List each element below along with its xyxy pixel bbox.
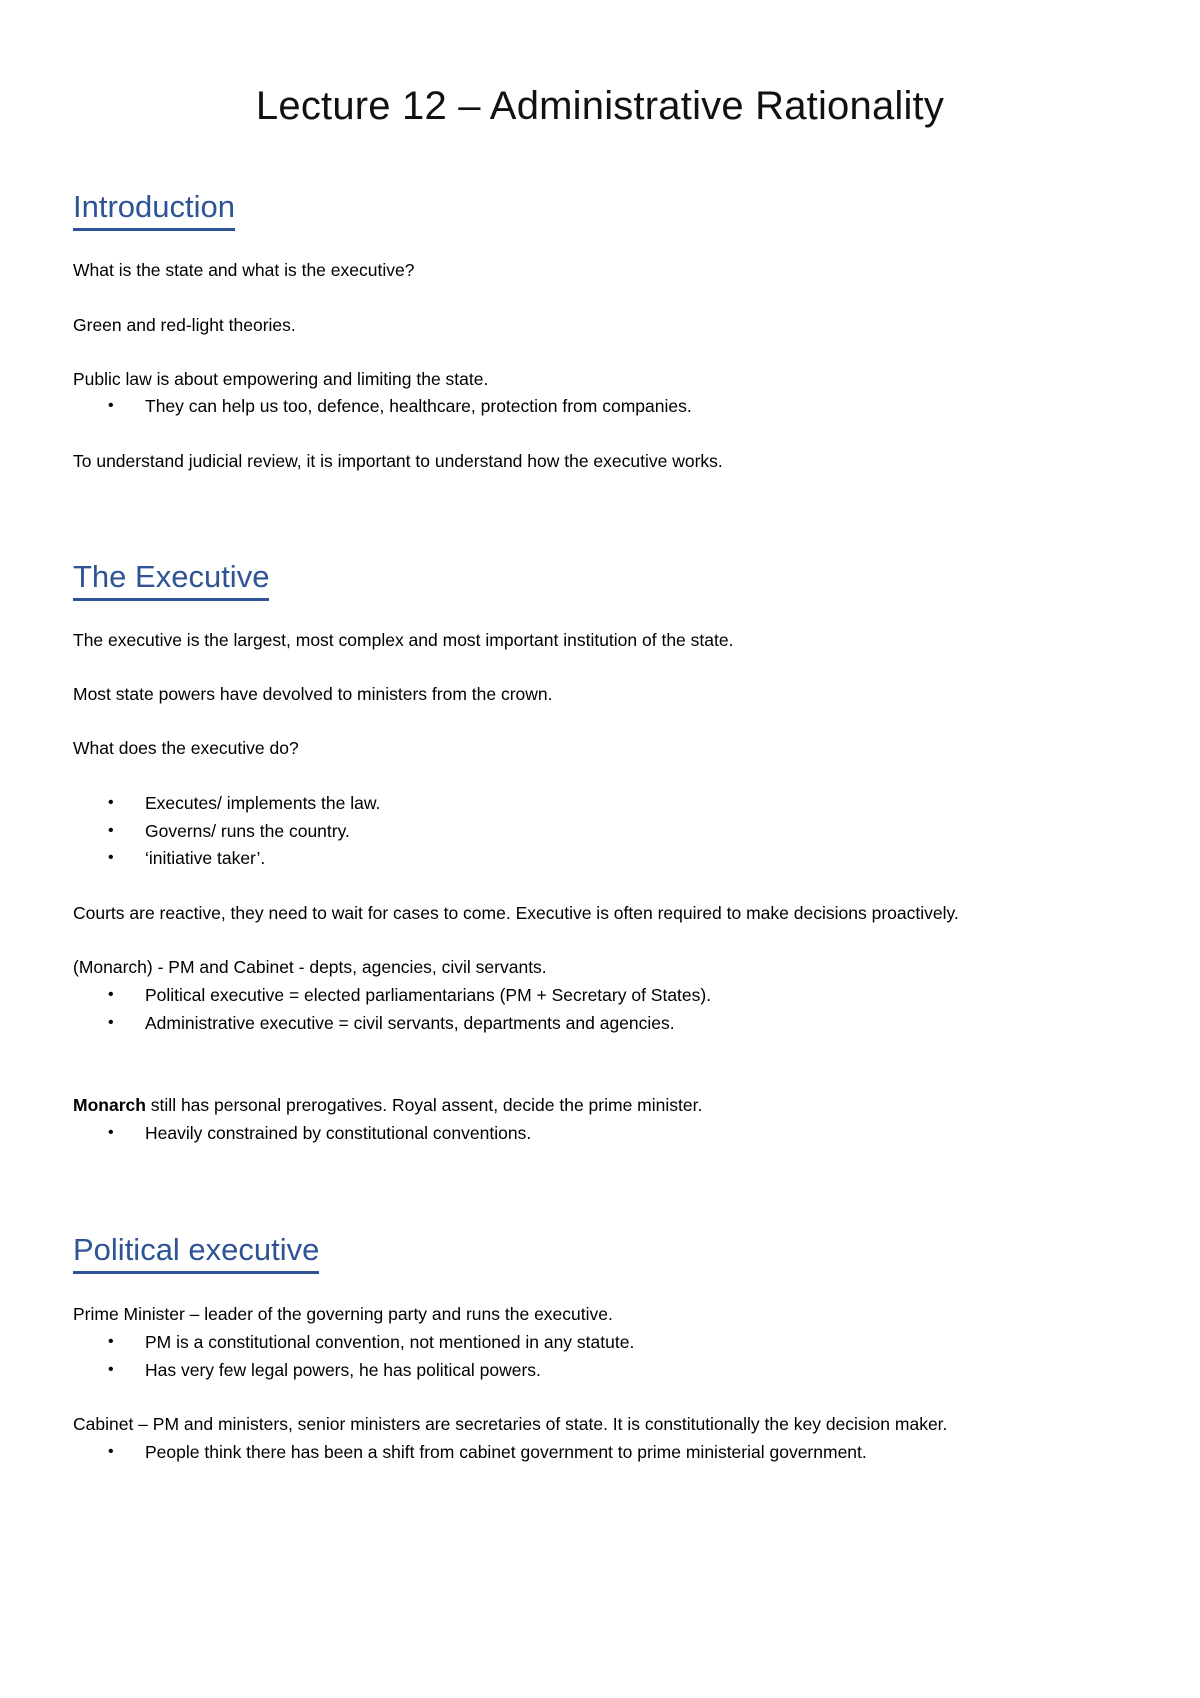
monarch-bold-term: Monarch	[73, 1095, 146, 1115]
list-item-text: Governs/ runs the country.	[145, 821, 350, 841]
executive-paragraph-5: (Monarch) - PM and Cabinet - depts, agencies, civil servants.	[73, 957, 547, 977]
section-heading-political-executive-text: Political executive	[73, 1230, 319, 1274]
executive-paragraph-6-rest: still has personal prerogatives. Royal assent, decide the prime minister.	[145, 1095, 703, 1115]
list-item-text: PM is a constitutional convention, not mentioned in any statute.	[145, 1332, 635, 1352]
executive-paragraph-1: The executive is the largest, most complex and most important institution of the state.	[73, 630, 734, 650]
bullet-icon: •	[108, 1333, 114, 1350]
bullet-icon: •	[108, 1361, 114, 1378]
section-heading-introduction-text: Introduction	[73, 187, 235, 231]
intro-paragraph-2: Green and red-light theories.	[73, 315, 296, 335]
intro-paragraph-3: Public law is about empowering and limiting the state.	[73, 369, 489, 389]
executive-paragraph-2: Most state powers have devolved to ministers from the crown.	[73, 684, 553, 704]
bullet-icon: •	[108, 794, 114, 811]
document-title: Lecture 12 – Administrative Rationality	[255, 84, 945, 128]
list-item-text: Administrative executive = civil servants, departments and agencies.	[145, 1013, 675, 1033]
bullet-icon: •	[108, 1014, 114, 1031]
list-item-text: Executes/ implements the law.	[145, 793, 381, 813]
bullet-icon: •	[108, 397, 114, 414]
bullet-icon: •	[108, 822, 114, 839]
intro-paragraph-4: To understand judicial review, it is important to understand how the executive works.	[73, 451, 723, 471]
bullet-icon: •	[108, 1443, 114, 1460]
intro-paragraph-1: What is the state and what is the executive?	[73, 260, 415, 280]
bullet-icon: •	[108, 1124, 114, 1141]
section-heading-executive	[73, 557, 269, 601]
list-item-text: Has very few legal powers, he has political powers.	[145, 1360, 541, 1380]
list-item-text: ‘initiative taker’.	[145, 848, 266, 868]
executive-paragraph-4: Courts are reactive, they need to wait for cases to come. Executive is often required to make decisions proactively.	[73, 903, 959, 923]
bullet-icon: •	[108, 849, 114, 866]
list-item-text: Political executive = elected parliamentarians (PM + Secretary of States).	[145, 985, 712, 1005]
political-paragraph-1: Prime Minister – leader of the governing party and runs the executive.	[73, 1304, 613, 1324]
political-paragraph-2: Cabinet – PM and ministers, senior ministers are secretaries of state. It is constitutionally the key decision maker.	[73, 1414, 948, 1434]
executive-paragraph-6	[73, 1093, 702, 1117]
section-heading-executive-text: The Executive	[73, 557, 269, 601]
list-item-text: Heavily constrained by constitutional conventions.	[145, 1123, 532, 1143]
bullet-icon: •	[108, 986, 114, 1003]
executive-paragraph-3: What does the executive do?	[73, 738, 299, 758]
list-item-text: They can help us too, defence, healthcare, protection from companies.	[145, 396, 692, 416]
section-heading-political-executive	[73, 1230, 319, 1274]
list-item-text: People think there has been a shift from cabinet government to prime ministerial government.	[145, 1442, 867, 1462]
section-heading-introduction	[73, 187, 235, 231]
